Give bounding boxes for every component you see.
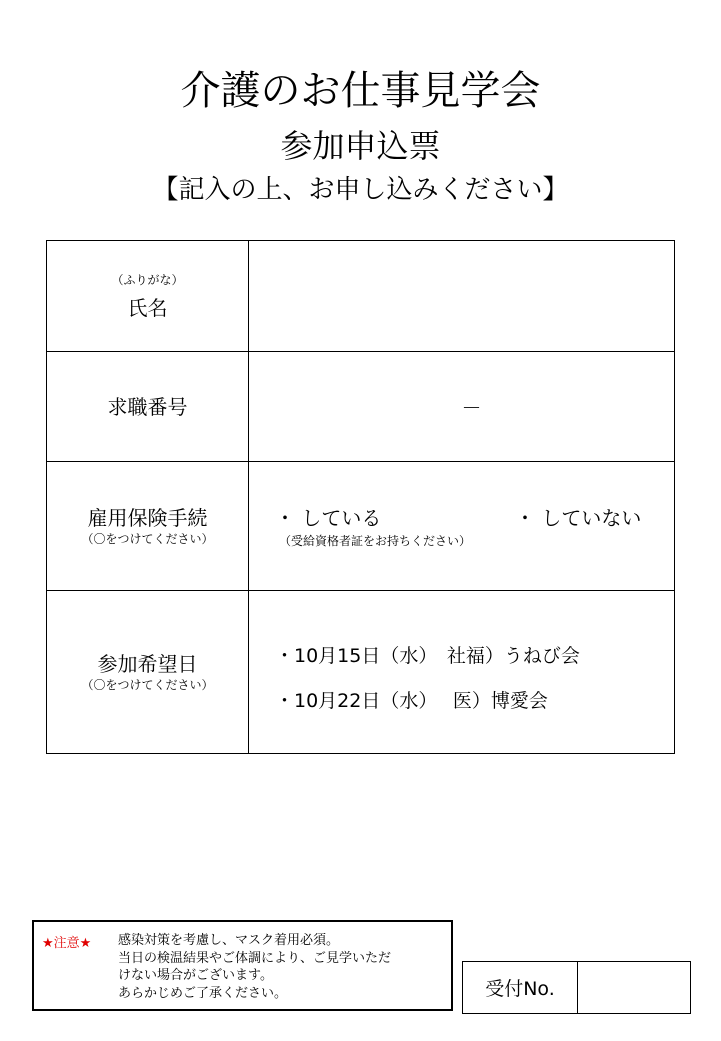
job-seeker-number-label: 求職番号 — [107, 394, 188, 419]
employment-insurance-row — [47, 462, 675, 591]
job-seeker-number-label-cell — [47, 352, 249, 462]
job-seeker-number-dash: － — [461, 396, 482, 420]
job-seeker-number-row — [47, 352, 675, 462]
employment-insurance-note: （〇をつけてください） — [81, 532, 214, 546]
reception-table — [462, 961, 691, 1014]
name-label-cell — [47, 241, 249, 352]
name-label: 氏名 — [127, 296, 168, 320]
instruction-text: 【記入の上、お申し込みください】 — [152, 175, 569, 205]
date-option-1[interactable]: ・10月15日（水） 社福）うねび会 — [275, 645, 580, 667]
option-yes[interactable]: ・ している — [275, 506, 382, 530]
reception-label: 受付No. — [463, 962, 578, 1014]
reception-number-field[interactable] — [578, 962, 691, 1014]
furigana-label: （ふりがな） — [111, 273, 184, 287]
preferred-date-label: 参加希望日 — [97, 652, 198, 676]
preferred-date-field — [249, 591, 675, 754]
employment-insurance-label-cell — [47, 462, 249, 591]
notice-label: ★注意★ — [42, 936, 92, 951]
notice-line: 当日の検温結果やご体調により、ご見学いただ — [118, 950, 392, 966]
certificate-note: （受給資格者証をお持ちください） — [279, 534, 472, 548]
name-row — [47, 241, 675, 352]
employment-insurance-label: 雇用保険手続 — [87, 506, 208, 530]
option-no[interactable]: ・ していない — [515, 506, 642, 530]
date-option-2[interactable]: ・10月22日（水） 医）博愛会 — [275, 690, 548, 712]
preferred-date-row — [47, 591, 675, 754]
notice-text — [118, 932, 448, 1002]
notice-line: 感染対策を考慮し、マスク着用必須。 — [118, 933, 340, 948]
notice-box — [32, 920, 453, 1011]
page-title: 介護のお仕事見学会 — [180, 68, 541, 114]
notice-line: あらかじめご了承ください。 — [118, 985, 288, 1001]
preferred-date-note: （〇をつけてください） — [81, 678, 214, 692]
page-subtitle: 参加申込票 — [280, 127, 441, 165]
job-seeker-number-field[interactable] — [249, 352, 675, 462]
employment-insurance-field — [249, 462, 675, 591]
name-field[interactable] — [249, 241, 675, 352]
application-form-table — [46, 240, 675, 754]
preferred-date-label-cell — [47, 591, 249, 754]
notice-line: けない場合がございます。 — [118, 968, 273, 983]
